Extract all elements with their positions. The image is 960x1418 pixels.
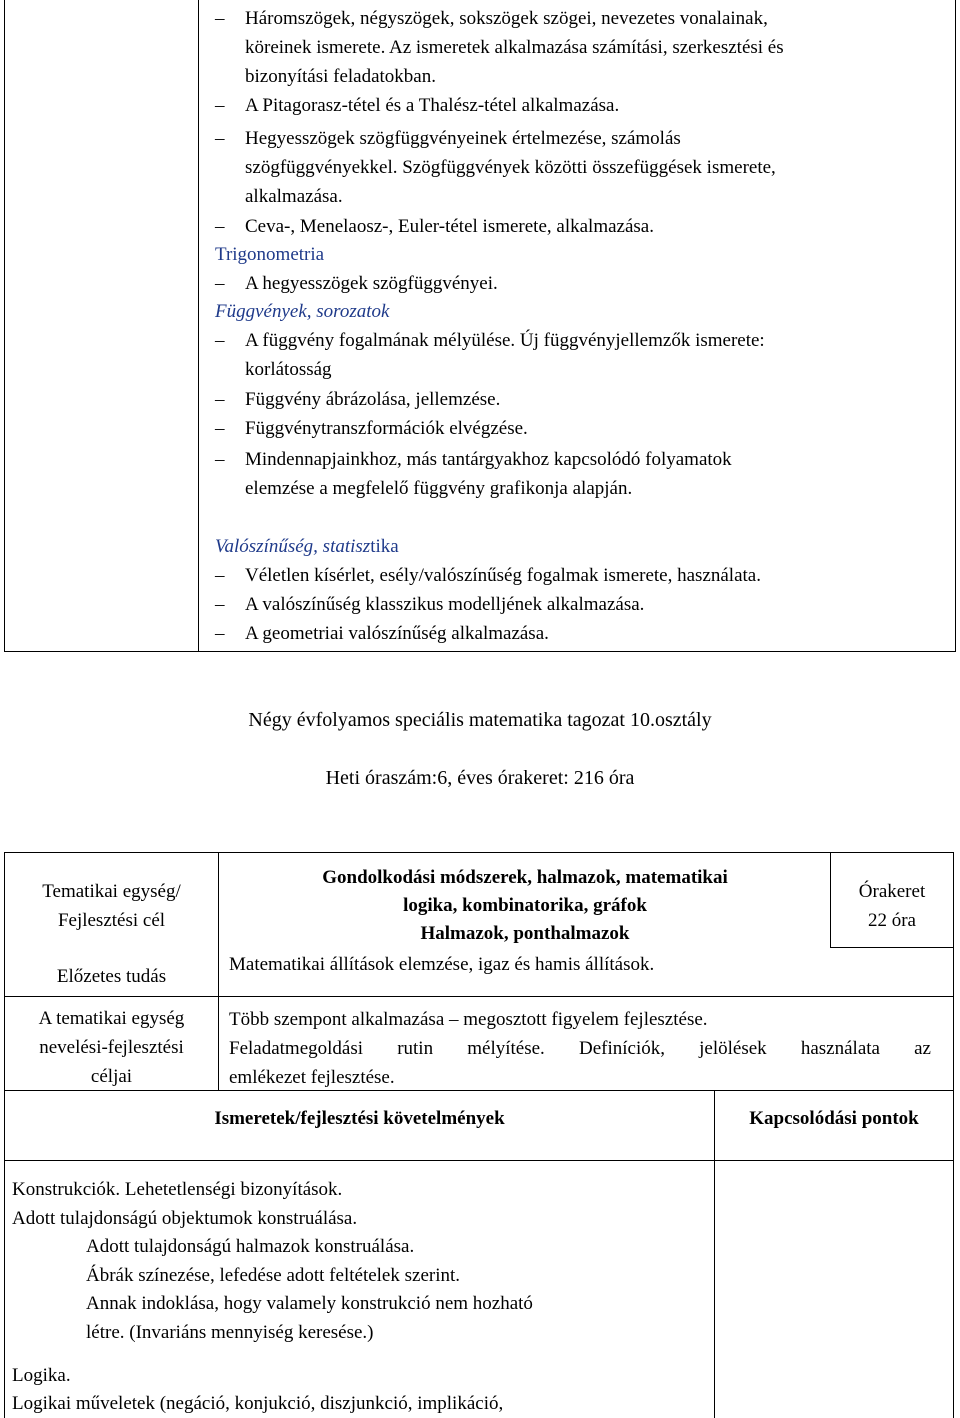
logic-text: Logika. Logikai műveletek (negáció, konjukció, diszjunkció, implikáció, <box>12 1365 504 1414</box>
unit-title: Gondolkodási módszerek, halmazok, matematikai logika, kombinatorika, gráfok Halmazok, ponthalmazok <box>322 867 728 944</box>
list-item-line: Háromszögek, négyszögek, sokszögek szögei, nevezetes vonalainak, <box>245 8 768 29</box>
list-item-line: A hegyesszögek szögfüggvényei. <box>245 273 498 294</box>
dash-bullet: – <box>215 389 225 410</box>
row-sep-right <box>218 996 954 997</box>
list-item-line: Függvénytranszformációk elvégzése. <box>245 418 528 439</box>
hours-box <box>831 877 953 935</box>
dash-bullet: – <box>215 418 225 439</box>
header-kapcsolodasi-pontok: Kapcsolódási pontok <box>749 1108 919 1129</box>
hours-value: 22 óra <box>867 910 916 931</box>
table-border-top <box>4 852 954 853</box>
hours-label: Órakeret <box>858 881 926 902</box>
heading-fuggvenyek: Függvények, sorozatok <box>215 301 390 322</box>
list-item-line: korlátosság <box>245 359 332 380</box>
label-celjai: A tematikai egység nevelési-fejlesztési céljai <box>38 1008 185 1087</box>
hours-box-bottom <box>830 947 954 948</box>
col-divider-kapcsolodasi <box>714 1090 715 1418</box>
dash-bullet: – <box>215 8 225 29</box>
list-item-line: szögfüggvényekkel. Szögfüggvények közötti összefüggések ismerete, <box>245 157 776 178</box>
dash-bullet: – <box>215 216 225 237</box>
top-table-border-left <box>4 0 5 652</box>
list-item-line: Mindennapjainkhoz, más tantárgyakhoz kapcsolódó folyamatok <box>245 449 732 470</box>
list-item-line: A Pitagorasz-tétel és a Thalész-tétel alkalmazása. <box>245 95 620 116</box>
list-item-line: alkalmazása. <box>245 186 343 207</box>
list-item-line: bizonyítási feladatokban. <box>245 66 436 87</box>
list-item-line: A geometriai valószínűség alkalmazása. <box>245 623 549 644</box>
heading-valoszinuseg-rest: tika <box>370 536 399 557</box>
row-sep-left <box>4 996 219 997</box>
dash-bullet: – <box>215 565 225 586</box>
goals-text: Több szempont alkalmazása – megosztott figyelem fejlesztése. Feladatmegoldási rutin mélyítése. Definíciók, jelölések használata az emlékezet fejlesztése. <box>229 1009 931 1088</box>
dash-bullet: – <box>215 95 225 116</box>
top-table-border-right <box>955 0 956 652</box>
list-item-line: Ceva-, Menelaosz-, Euler-tétel ismerete, alkalmazása. <box>245 216 654 237</box>
weekly-hours: Heti óraszám:6, éves órakeret: 216 óra <box>325 767 635 789</box>
dash-bullet: – <box>215 330 225 351</box>
requirements-text: Konstrukciók. Lehetetlenségi bizonyítások. Adott tulajdonságú objektumok konstruálása. Adott tulajdonságú halmazok konstruálása. Ábrák színezése, lefedése adott feltételek szerint. Annak indoklása, hogy valamely konstrukció nem hozható létre. (Invariáns mennyiség keresése.) <box>12 1179 533 1343</box>
table-border-left <box>4 852 5 1418</box>
top-table-border-bottom <box>4 651 956 652</box>
dash-bullet: – <box>215 128 225 149</box>
list-item-line: Véletlen kísérlet, esély/valószínűség fogalmak ismerete, használata. <box>245 565 761 586</box>
header-ismeretek: Ismeretek/fejlesztési követelmények <box>214 1108 505 1129</box>
table-border-right <box>953 852 954 1418</box>
list-item-line: köreinek ismerete. Az ismeretek alkalmazása számítási, szerkesztési és <box>245 37 784 58</box>
dash-bullet: – <box>215 273 225 294</box>
top-table-divider <box>198 0 199 652</box>
dash-bullet: – <box>215 594 225 615</box>
heading-valoszinuseg <box>215 532 399 561</box>
label-tematikai-egyseg: Tematikai egység/ Fejlesztési cél <box>42 881 181 931</box>
prior-knowledge-text: Matematikai állítások elemzése, igaz és hamis állítások. <box>229 954 655 975</box>
list-item-line: elemzése a megfelelő függvény grafikonja alapján. <box>245 478 633 499</box>
heading-trigonometria: Trigonometria <box>215 244 325 265</box>
heading-valoszinuseg-italic: Valószínűség, statisz <box>215 536 371 557</box>
dash-bullet: – <box>215 449 225 470</box>
list-item-line: Függvény ábrázolása, jellemzése. <box>245 389 501 410</box>
list-item-line: A valószínűség klasszikus modelljének alkalmazása. <box>245 594 645 615</box>
list-item-line: Hegyesszögek szögfüggvényeinek értelmezése, számolás <box>245 128 681 149</box>
dash-bullet: – <box>215 623 225 644</box>
class-title: Négy évfolyamos speciális matematika tagozat 10.osztály <box>248 709 712 731</box>
list-item-line: A függvény fogalmának mélyülése. Új függvényjellemzők ismerete: <box>245 330 765 351</box>
label-elozetes-tudas: Előzetes tudás <box>56 966 167 987</box>
row-sep-4-5 <box>4 1160 954 1161</box>
